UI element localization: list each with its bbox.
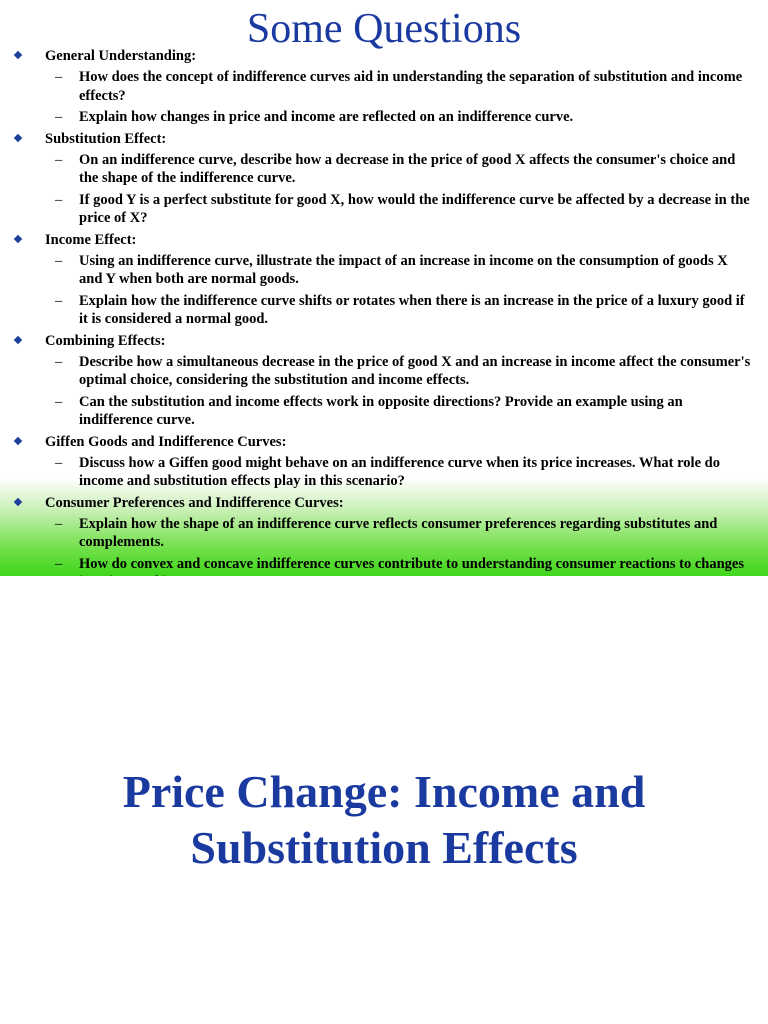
dash-bullet-icon: – [55, 454, 63, 471]
question-text: Can the substitution and income effects work in opposite directions? Provide an example using an indifference curve. [79, 393, 683, 428]
section-item [0, 231, 768, 329]
slide-price-change [0, 576, 768, 1024]
dash-bullet-icon: – [55, 393, 63, 410]
question-text: How does the concept of indifference curves aid in understanding the separation of substitution and income effects? [79, 69, 743, 104]
question-item [45, 353, 768, 390]
section-heading: Substitution Effect: [45, 130, 167, 147]
section-heading: Consumer Preferences and Indifference Curves: [45, 494, 344, 511]
dash-bullet-icon: – [55, 555, 63, 572]
diamond-bullet-icon [14, 335, 22, 343]
question-text: Describe how a simultaneous decrease in the price of good X and an increase in income affect the consumer's optimal choice, considering the substitution and income effects. [79, 353, 751, 388]
dash-bullet-icon: – [55, 292, 63, 309]
diamond-bullet-icon [14, 51, 22, 59]
diamond-bullet-icon [14, 234, 22, 242]
question-item [45, 292, 768, 329]
section-heading: General Understanding: [45, 48, 197, 64]
dash-bullet-icon: – [55, 252, 63, 269]
section-item [0, 332, 768, 430]
question-list [45, 353, 768, 430]
question-list [45, 68, 768, 127]
question-text: On an indifference curve, describe how a decrease in the price of good X affects the consumer's choice and the shape of the indifference curve. [79, 151, 736, 186]
dash-bullet-icon: – [55, 353, 63, 370]
slide-title: Some Questions [246, 6, 522, 52]
question-item [45, 108, 768, 127]
diamond-bullet-icon [14, 436, 22, 444]
dash-bullet-icon: – [55, 151, 63, 168]
dash-bullet-icon: – [55, 109, 63, 125]
question-list [45, 151, 768, 228]
question-item [45, 68, 768, 105]
question-text: Discuss how a Giffen good might behave on an indifference curve when its price increases. What role do income and substitution effects play in this scenario? [79, 454, 720, 489]
section-item [0, 47, 768, 127]
question-list [45, 252, 768, 329]
question-text: Using an indifference curve, illustrate the impact of an increase in income on the consumption of goods X and Y when both are normal goods. [79, 252, 728, 287]
question-item [45, 151, 768, 188]
question-text: Explain how changes in price and income are reflected on an indifference curve. [79, 109, 574, 125]
diamond-bullet-icon [14, 497, 22, 505]
section-heading: Income Effect: [45, 231, 137, 248]
section-item [0, 433, 768, 491]
section-item [0, 130, 768, 228]
question-text: How do convex and concave indifference curves contribute to understanding consumer reactions to changes [79, 555, 744, 572]
slide-title: Price Change: Income and Substitution Effects [122, 766, 646, 873]
question-item [45, 393, 768, 430]
question-outline [0, 45, 768, 595]
dash-bullet-icon: – [55, 515, 63, 532]
dash-bullet-icon: – [55, 69, 63, 85]
dash-bullet-icon: – [55, 191, 63, 208]
diamond-bullet-icon [14, 133, 22, 141]
question-item [45, 454, 768, 491]
question-list [45, 454, 768, 491]
section-heading: Combining Effects: [45, 332, 166, 349]
question-item [45, 191, 768, 228]
question-text: Explain how the shape of an indifference curve reflects consumer preferences regarding substitutes and complements. [79, 515, 718, 550]
section-heading: Giffen Goods and Indifference Curves: [45, 433, 287, 450]
question-item [45, 515, 768, 552]
question-text: If good Y is a perfect substitute for good X, how would the indifference curve be affected by a decrease in the price of X? [79, 191, 750, 226]
question-text: Explain how the indifference curve shifts or rotates when there is an increase in the price of a luxury good if it is considered a normal good. [79, 292, 745, 327]
question-item [45, 252, 768, 289]
